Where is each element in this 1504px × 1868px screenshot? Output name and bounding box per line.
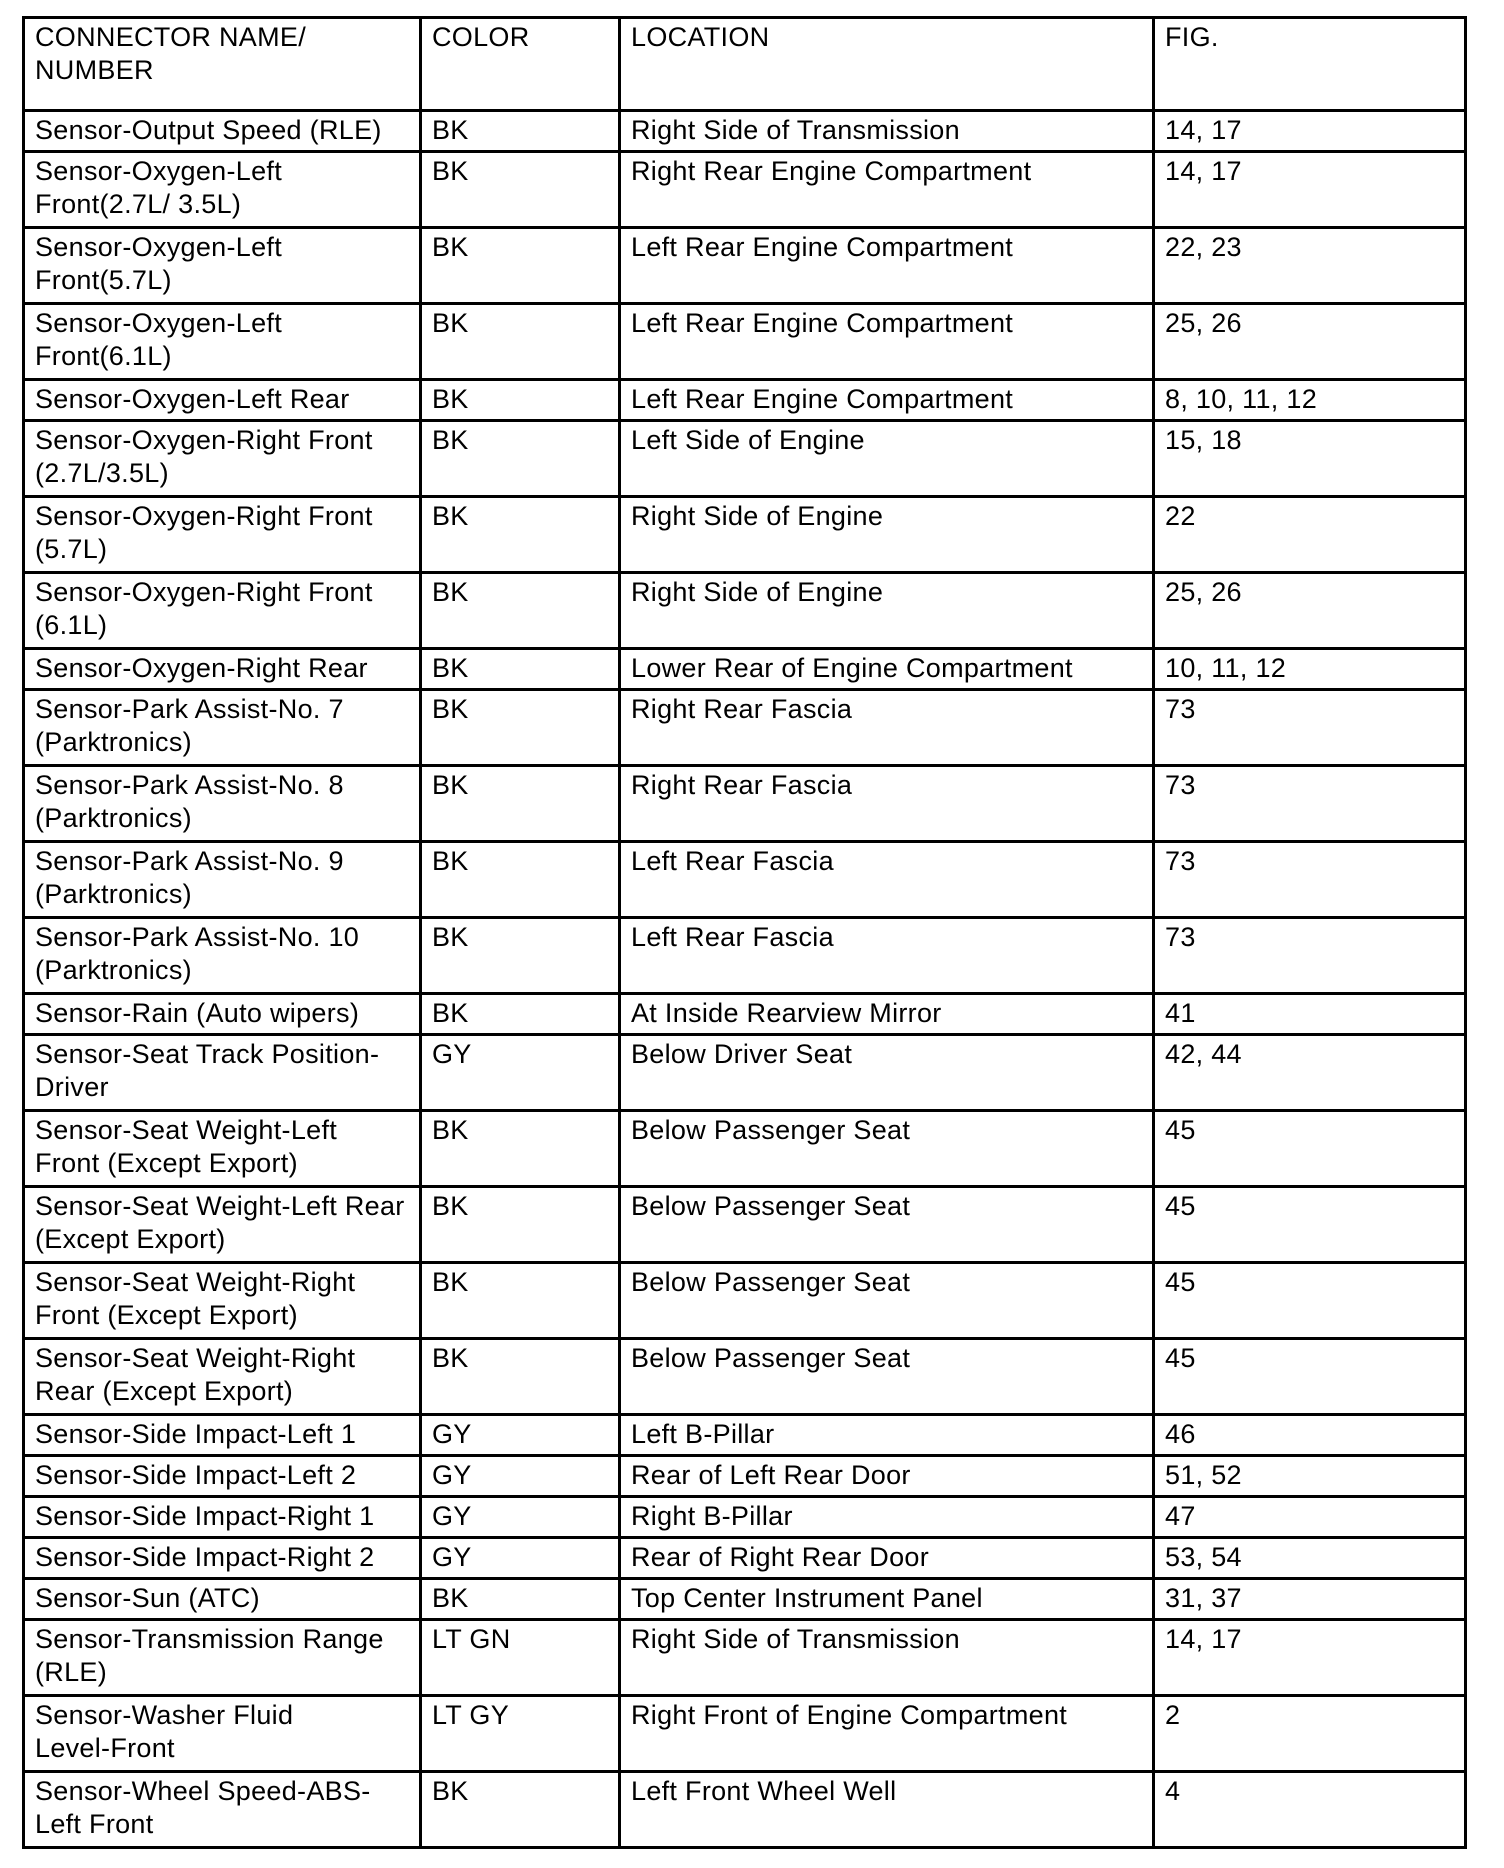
fig-cell: 22, 23 xyxy=(1154,228,1466,304)
table-row xyxy=(24,766,1466,842)
connector-name-cell: Sensor-Output Speed (RLE) xyxy=(24,111,421,152)
color-cell: BK xyxy=(421,649,620,690)
location-cell: Left Rear Fascia xyxy=(620,842,1154,918)
table-row xyxy=(24,1620,1466,1696)
color-cell: BK xyxy=(421,304,620,380)
color-cell: BK xyxy=(421,842,620,918)
fig-cell: 45 xyxy=(1154,1187,1466,1263)
connector-name-cell: Sensor-Park Assist-No. 10 (Parktronics) xyxy=(24,918,421,994)
location-cell: Right Rear Fascia xyxy=(620,766,1154,842)
connector-name-cell: Sensor-Transmission Range (RLE) xyxy=(24,1620,421,1696)
color-cell: BK xyxy=(421,1187,620,1263)
color-cell: GY xyxy=(421,1497,620,1538)
location-cell: Left Rear Engine Compartment xyxy=(620,228,1154,304)
connector-name-cell: Sensor-Park Assist-No. 7 (Parktronics) xyxy=(24,690,421,766)
location-cell: Right Side of Transmission xyxy=(620,1620,1154,1696)
color-cell: BK xyxy=(421,1772,620,1848)
table-row xyxy=(24,1111,1466,1187)
table-row xyxy=(24,918,1466,994)
table-row xyxy=(24,1772,1466,1848)
location-cell: Left B-Pillar xyxy=(620,1415,1154,1456)
color-cell: GY xyxy=(421,1456,620,1497)
table-row xyxy=(24,152,1466,228)
connector-name-cell: Sensor-Side Impact-Left 2 xyxy=(24,1456,421,1497)
location-cell: Rear of Left Rear Door xyxy=(620,1456,1154,1497)
color-cell: BK xyxy=(421,421,620,497)
location-cell: Below Passenger Seat xyxy=(620,1263,1154,1339)
connector-name-cell: Sensor-Park Assist-No. 9 (Parktronics) xyxy=(24,842,421,918)
fig-cell: 41 xyxy=(1154,994,1466,1035)
connector-name-cell: Sensor-Side Impact-Right 2 xyxy=(24,1538,421,1579)
location-cell: Left Front Wheel Well xyxy=(620,1772,1154,1848)
fig-cell: 45 xyxy=(1154,1263,1466,1339)
location-cell: Left Rear Engine Compartment xyxy=(620,304,1154,380)
connector-name-cell: Sensor-Side Impact-Right 1 xyxy=(24,1497,421,1538)
color-cell: BK xyxy=(421,111,620,152)
table-row xyxy=(24,690,1466,766)
fig-cell: 22 xyxy=(1154,497,1466,573)
fig-cell: 10, 11, 12 xyxy=(1154,649,1466,690)
color-cell: LT GY xyxy=(421,1696,620,1772)
fig-cell: 45 xyxy=(1154,1339,1466,1415)
connector-name-cell: Sensor-Seat Weight-Left Rear (Except Export) xyxy=(24,1187,421,1263)
color-cell: BK xyxy=(421,1263,620,1339)
location-cell: At Inside Rearview Mirror xyxy=(620,994,1154,1035)
location-cell: Left Side of Engine xyxy=(620,421,1154,497)
connector-name-cell: Sensor-Seat Weight-Right Rear (Except Export) xyxy=(24,1339,421,1415)
location-cell: Below Driver Seat xyxy=(620,1035,1154,1111)
connector-location-table xyxy=(22,16,1467,1849)
connector-name-cell: Sensor-Sun (ATC) xyxy=(24,1579,421,1620)
table-row xyxy=(24,1187,1466,1263)
fig-cell: 31, 37 xyxy=(1154,1579,1466,1620)
connector-name-cell: Sensor-Oxygen-Left Front(6.1L) xyxy=(24,304,421,380)
table-row xyxy=(24,1497,1466,1538)
connector-name-cell: Sensor-Oxygen-Right Front (6.1L) xyxy=(24,573,421,649)
connector-name-cell: Sensor-Wheel Speed-ABS- Left Front xyxy=(24,1772,421,1848)
table-row xyxy=(24,573,1466,649)
fig-cell: 14, 17 xyxy=(1154,1620,1466,1696)
fig-cell: 53, 54 xyxy=(1154,1538,1466,1579)
table-header-row xyxy=(24,18,1466,111)
location-cell: Right Rear Fascia xyxy=(620,690,1154,766)
table-row xyxy=(24,1415,1466,1456)
fig-cell: 45 xyxy=(1154,1111,1466,1187)
connector-name-cell: Sensor-Seat Track Position- Driver xyxy=(24,1035,421,1111)
color-cell: BK xyxy=(421,380,620,421)
fig-cell: 47 xyxy=(1154,1497,1466,1538)
connector-name-cell: Sensor-Rain (Auto wipers) xyxy=(24,994,421,1035)
header-fig: FIG. xyxy=(1154,18,1466,111)
fig-cell: 73 xyxy=(1154,842,1466,918)
header-location: LOCATION xyxy=(620,18,1154,111)
table-row xyxy=(24,228,1466,304)
location-cell: Right Front of Engine Compartment xyxy=(620,1696,1154,1772)
fig-cell: 51, 52 xyxy=(1154,1456,1466,1497)
connector-name-cell: Sensor-Oxygen-Right Rear xyxy=(24,649,421,690)
color-cell: BK xyxy=(421,1339,620,1415)
table-row xyxy=(24,304,1466,380)
connector-name-cell: Sensor-Park Assist-No. 8 (Parktronics) xyxy=(24,766,421,842)
fig-cell: 25, 26 xyxy=(1154,573,1466,649)
color-cell: GY xyxy=(421,1415,620,1456)
table-row xyxy=(24,1538,1466,1579)
table-row xyxy=(24,421,1466,497)
location-cell: Below Passenger Seat xyxy=(620,1339,1154,1415)
location-cell: Lower Rear of Engine Compartment xyxy=(620,649,1154,690)
connector-name-cell: Sensor-Oxygen-Left Rear xyxy=(24,380,421,421)
fig-cell: 14, 17 xyxy=(1154,111,1466,152)
table-row xyxy=(24,649,1466,690)
table-row xyxy=(24,1263,1466,1339)
connector-table-page xyxy=(22,16,1467,1849)
table-row xyxy=(24,111,1466,152)
connector-name-cell: Sensor-Seat Weight-Left Front (Except Export) xyxy=(24,1111,421,1187)
color-cell: BK xyxy=(421,1111,620,1187)
table-body xyxy=(24,111,1466,1848)
table-row xyxy=(24,1339,1466,1415)
color-cell: GY xyxy=(421,1538,620,1579)
connector-name-cell: Sensor-Seat Weight-Right Front (Except Export) xyxy=(24,1263,421,1339)
connector-name-cell: Sensor-Side Impact-Left 1 xyxy=(24,1415,421,1456)
connector-name-cell: Sensor-Oxygen-Left Front(5.7L) xyxy=(24,228,421,304)
fig-cell: 42, 44 xyxy=(1154,1035,1466,1111)
location-cell: Left Rear Engine Compartment xyxy=(620,380,1154,421)
table-row xyxy=(24,1035,1466,1111)
fig-cell: 15, 18 xyxy=(1154,421,1466,497)
table-row xyxy=(24,380,1466,421)
table-row xyxy=(24,1696,1466,1772)
color-cell: BK xyxy=(421,690,620,766)
color-cell: BK xyxy=(421,918,620,994)
connector-name-cell: Sensor-Oxygen-Right Front (2.7L/3.5L) xyxy=(24,421,421,497)
table-row xyxy=(24,842,1466,918)
color-cell: BK xyxy=(421,994,620,1035)
color-cell: BK xyxy=(421,1579,620,1620)
fig-cell: 4 xyxy=(1154,1772,1466,1848)
color-cell: BK xyxy=(421,497,620,573)
fig-cell: 25, 26 xyxy=(1154,304,1466,380)
connector-name-cell: Sensor-Oxygen-Left Front(2.7L/ 3.5L) xyxy=(24,152,421,228)
fig-cell: 73 xyxy=(1154,766,1466,842)
color-cell: BK xyxy=(421,766,620,842)
location-cell: Rear of Right Rear Door xyxy=(620,1538,1154,1579)
table-row xyxy=(24,1456,1466,1497)
location-cell: Right Side of Transmission xyxy=(620,111,1154,152)
location-cell: Left Rear Fascia xyxy=(620,918,1154,994)
fig-cell: 8, 10, 11, 12 xyxy=(1154,380,1466,421)
location-cell: Below Passenger Seat xyxy=(620,1187,1154,1263)
table-row xyxy=(24,497,1466,573)
connector-name-cell: Sensor-Washer Fluid Level-Front xyxy=(24,1696,421,1772)
location-cell: Below Passenger Seat xyxy=(620,1111,1154,1187)
location-cell: Right B-Pillar xyxy=(620,1497,1154,1538)
fig-cell: 46 xyxy=(1154,1415,1466,1456)
color-cell: BK xyxy=(421,152,620,228)
fig-cell: 14, 17 xyxy=(1154,152,1466,228)
table-row xyxy=(24,994,1466,1035)
color-cell: LT GN xyxy=(421,1620,620,1696)
location-cell: Top Center Instrument Panel xyxy=(620,1579,1154,1620)
connector-name-cell: Sensor-Oxygen-Right Front (5.7L) xyxy=(24,497,421,573)
fig-cell: 73 xyxy=(1154,918,1466,994)
color-cell: GY xyxy=(421,1035,620,1111)
location-cell: Right Side of Engine xyxy=(620,497,1154,573)
location-cell: Right Side of Engine xyxy=(620,573,1154,649)
color-cell: BK xyxy=(421,573,620,649)
fig-cell: 73 xyxy=(1154,690,1466,766)
header-connector-name: CONNECTOR NAME/ NUMBER xyxy=(24,18,421,111)
header-color: COLOR xyxy=(421,18,620,111)
fig-cell: 2 xyxy=(1154,1696,1466,1772)
location-cell: Right Rear Engine Compartment xyxy=(620,152,1154,228)
table-row xyxy=(24,1579,1466,1620)
color-cell: BK xyxy=(421,228,620,304)
